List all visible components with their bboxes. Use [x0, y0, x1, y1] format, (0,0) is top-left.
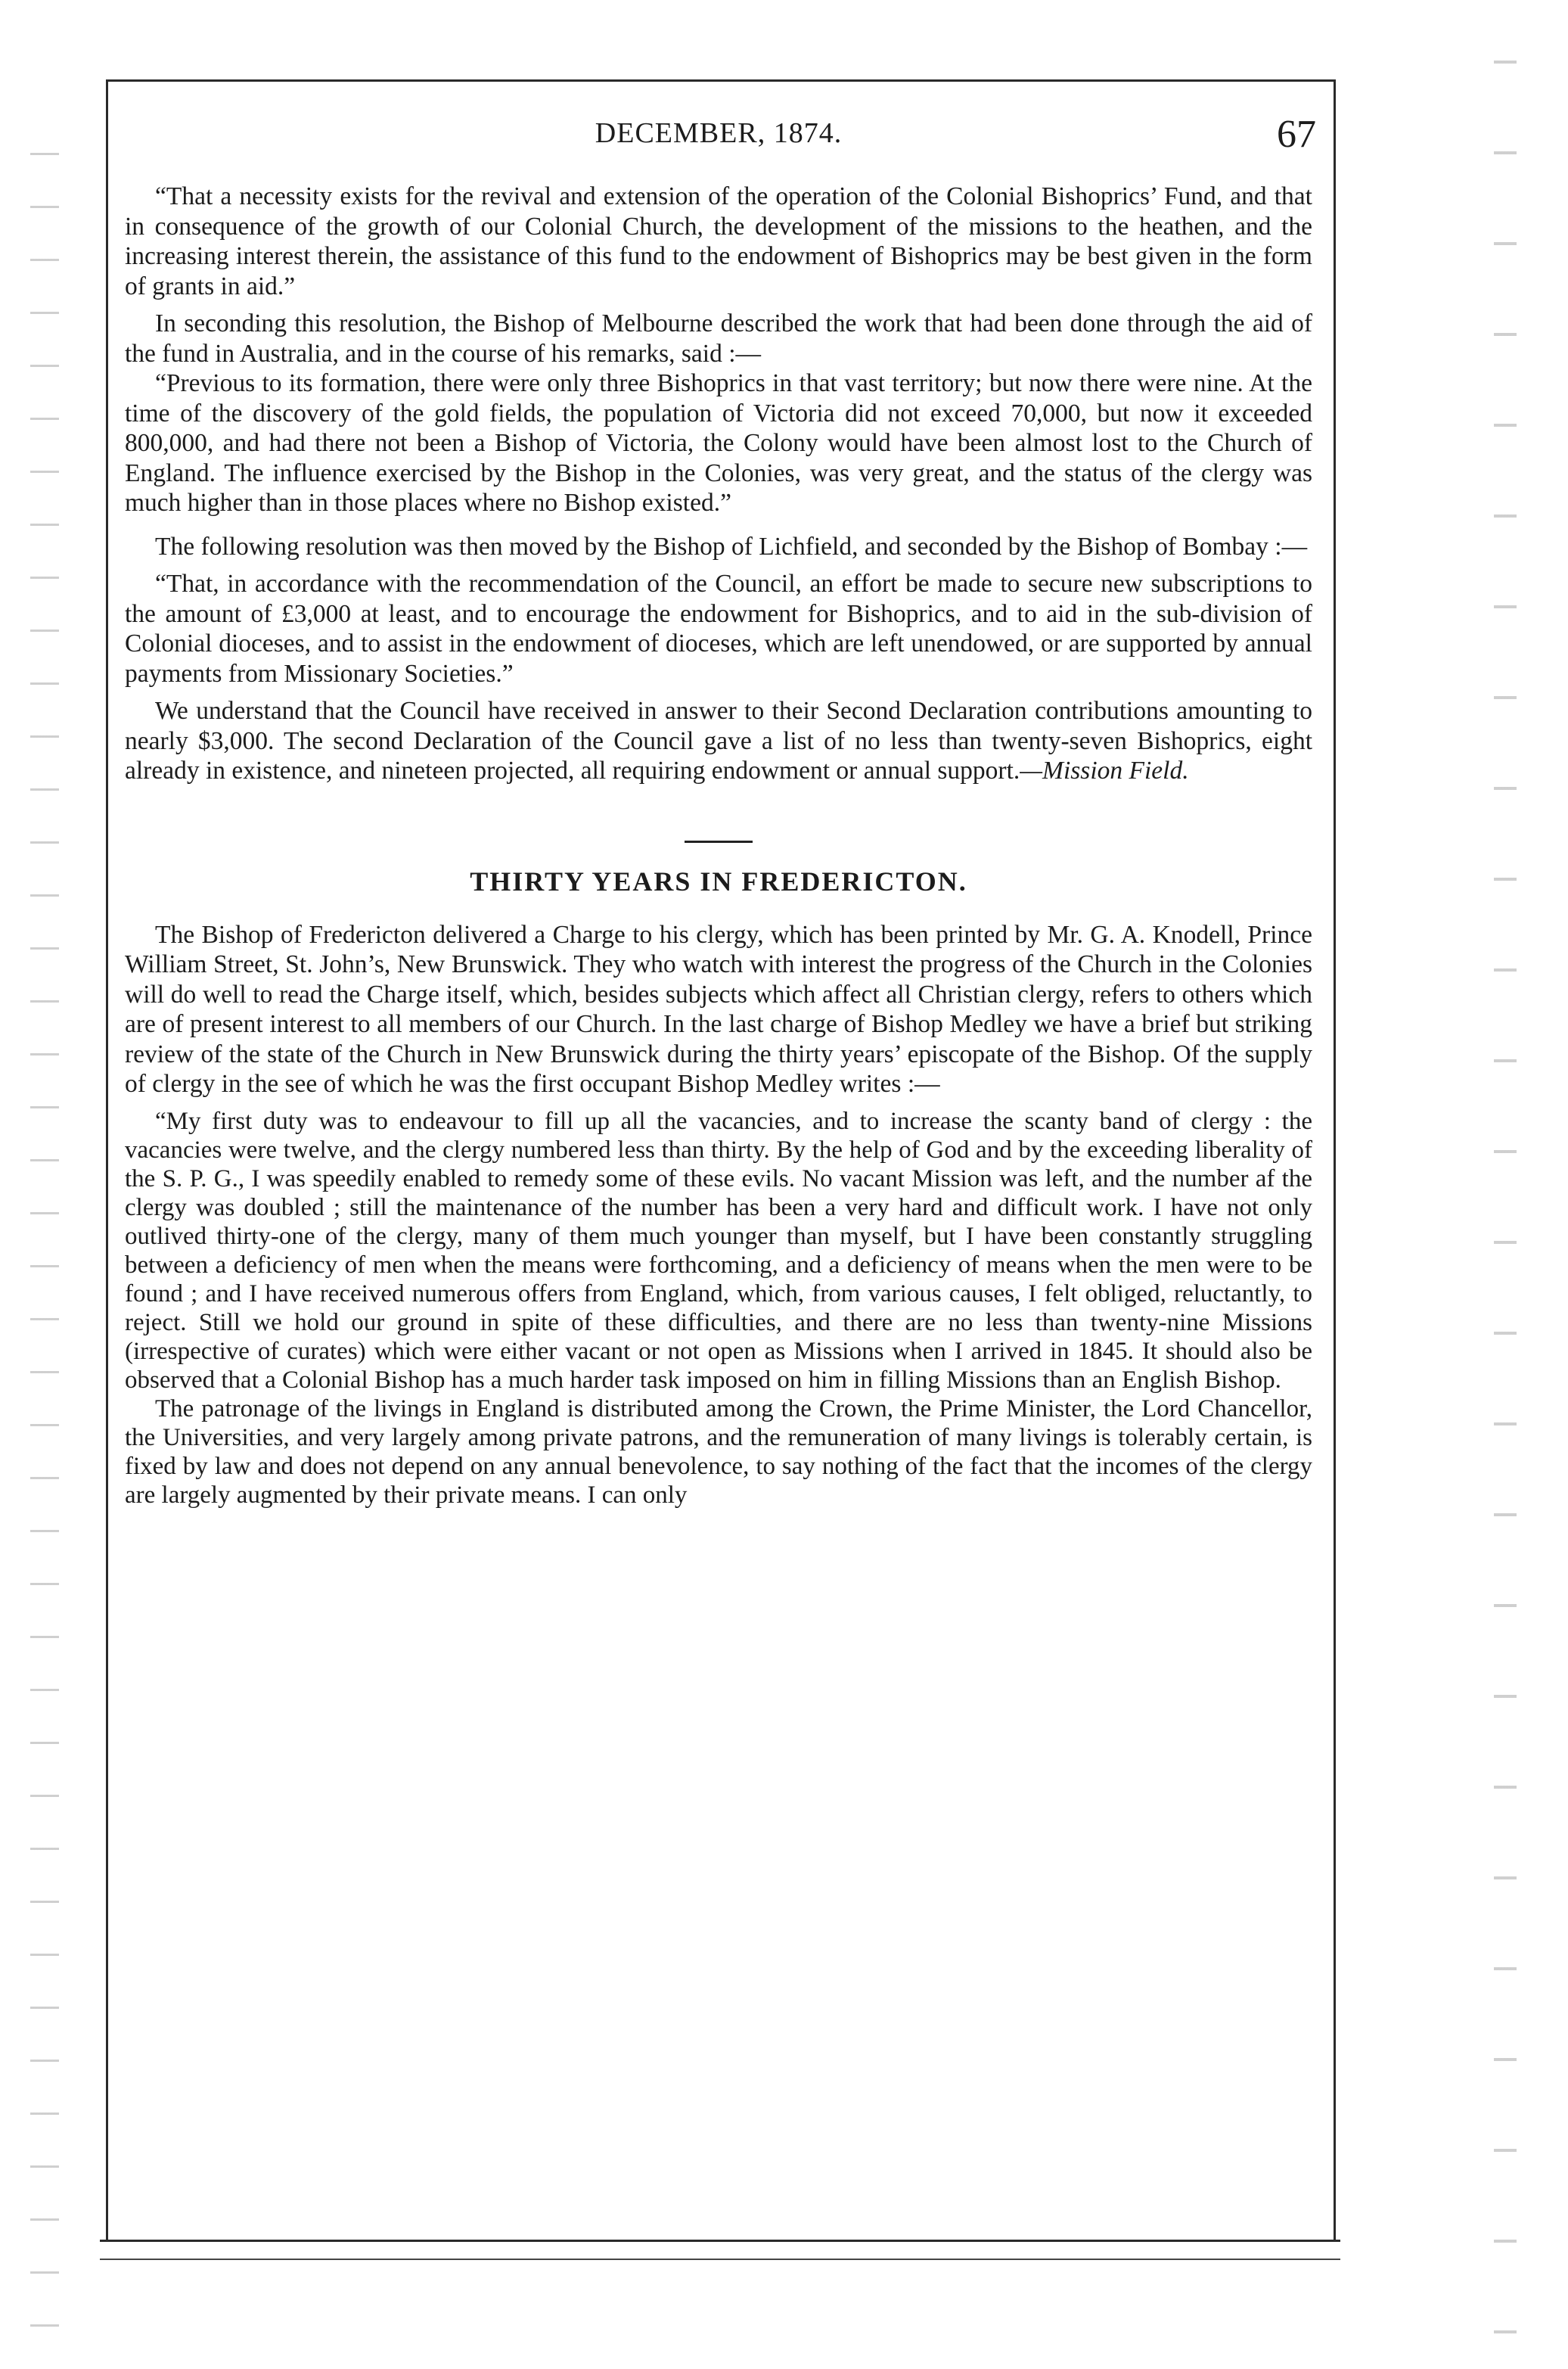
melbourne-quote: “Previous to its formation, there were only three Bishoprics in that vast territory; but now there were nine. At the time of the discovery of the gold fields, the population of Victoria did not exceed 70,000, but now it exceeded 800,000, and had there not been a Bishop of Victoria, the Colony would have been almost lost to the Church of England. The influence exercised by the Bishop in the Colonies, was very great, and the status of the clergy was much higher than in those places where no Bishop existed.” — [125, 369, 1312, 517]
council-paragraph — [125, 696, 1312, 786]
patronage-paragraph: The patronage of the livings in England is distributed among the Crown, the Prime Minister, the Lord Chancellor, the Universities, and very largely among private patrons, and the remuneration of many livings is tolerably certain, is fixed by law and does not depend on any annual benevolence, to say nothing of the fact that the incomes of the clergy are largely augmented by their private means. I can only — [125, 1394, 1312, 1509]
lichfield-paragraph: The following resolution was then moved by the Bishop of Lichfield, and seconded by the Bishop of Bombay :— — [155, 532, 1308, 561]
scan-margin-left — [30, 136, 59, 2346]
resolution-quote-2: “That, in accordance with the recommendation of the Council, an effort be made to secure new subscriptions to the amount of £3,000 at least, and to encourage the endowment for Bishoprics, and to aid in the sub-division of Colonial dioceses, and to assist in the endowment of dioceses, which are left unendowed, or are supported by annual payments from Missionary Societies.” — [125, 570, 1312, 688]
fredericton-intro-paragraph: The Bishop of Fredericton delivered a Charge to his clergy, which has been printed by Mr. G. A. Knodell, Prince William Street, St. John’s, New Brunswick. They who watch with interest the progress of the Church in the Colonies will do well to read the Charge itself, which, besides subjects which affect all Christian clergy, refers to others which are of present interest to all members of our Church. In the last charge of Bishop Medley we have a brief but striking review of the state of the Church in New Brunswick during the thirty years’ episcopate of the Bishop. Of the supply of clergy in the see of which he was the first occupant Bishop Medley writes :— — [125, 920, 1312, 1098]
page-number: 67 — [1277, 113, 1316, 156]
page-bottom-rule-secondary — [100, 2259, 1340, 2260]
source-attribution: —Mission Field. — [1020, 757, 1189, 785]
scan-margin-right — [1494, 30, 1517, 2338]
section-title: THIRTY YEARS IN FREDERICTON. — [470, 866, 967, 897]
article-body — [125, 182, 1312, 1509]
seconding-paragraph: In seconding this resolution, the Bishop of Melbourne described the work that had been done through the aid of the fund in Australia, and in the course of his remarks, said :— — [125, 309, 1312, 368]
council-paragraph-text: We understand that the Council have received in answer to their Second Declaration contributions amounting to nearly $3,000. The second Declaration of the Council gave a list of no less than twenty-seven Bishoprics, eight already in existence, and nineteen projected, all requiring endowment or annual support. — [125, 697, 1312, 785]
running-head — [121, 112, 1316, 165]
medley-quote: “My first duty was to endeavour to fill up all the vacancies, and to increase the scanty band of clergy : the vacancies were twelve, and the clergy numbered less than thirty. By the help of God and by the exceeding liberality of the S. P. G., I was speedily enabled to remedy some of these evils. No vacant Mission was left, and the number af the clergy was doubled ; still the maintenance of the number has been a very hard and difficult work. I have not only outlived thirty-one of the clergy, many of them much younger than myself, but I have been constantly struggling between a deficiency of men when the means were forthcoming, and a deficiency of means when the men were to be found ; and I have received numerous offers from England, which, from various causes, I felt obliged, reluctantly, to reject. Still we hold our ground in spite of these difficulties, and there are no less than twenty-nine Missions (irrespective of curates) which were either vacant or not open as Missions when I arrived in 1845. It should also be observed that a Colonial Bishop has a much harder task imposed on him in filling Missions than an English Bishop. — [125, 1107, 1312, 1394]
page-bottom-rule — [100, 2240, 1340, 2242]
running-head-date: DECEMBER, 1874. — [595, 117, 843, 149]
section-divider — [685, 841, 753, 843]
resolution-quote-1: “That a necessity exists for the revival and extension of the operation of the Colonial Bishoprics’ Fund, and that in consequence of the growth of our Colonial Church, the development of the missions to the heathen, and the increasing interest therein, the assistance of this fund to the endowment of Bishoprics may be best given in the form of grants in aid.” — [125, 182, 1312, 300]
